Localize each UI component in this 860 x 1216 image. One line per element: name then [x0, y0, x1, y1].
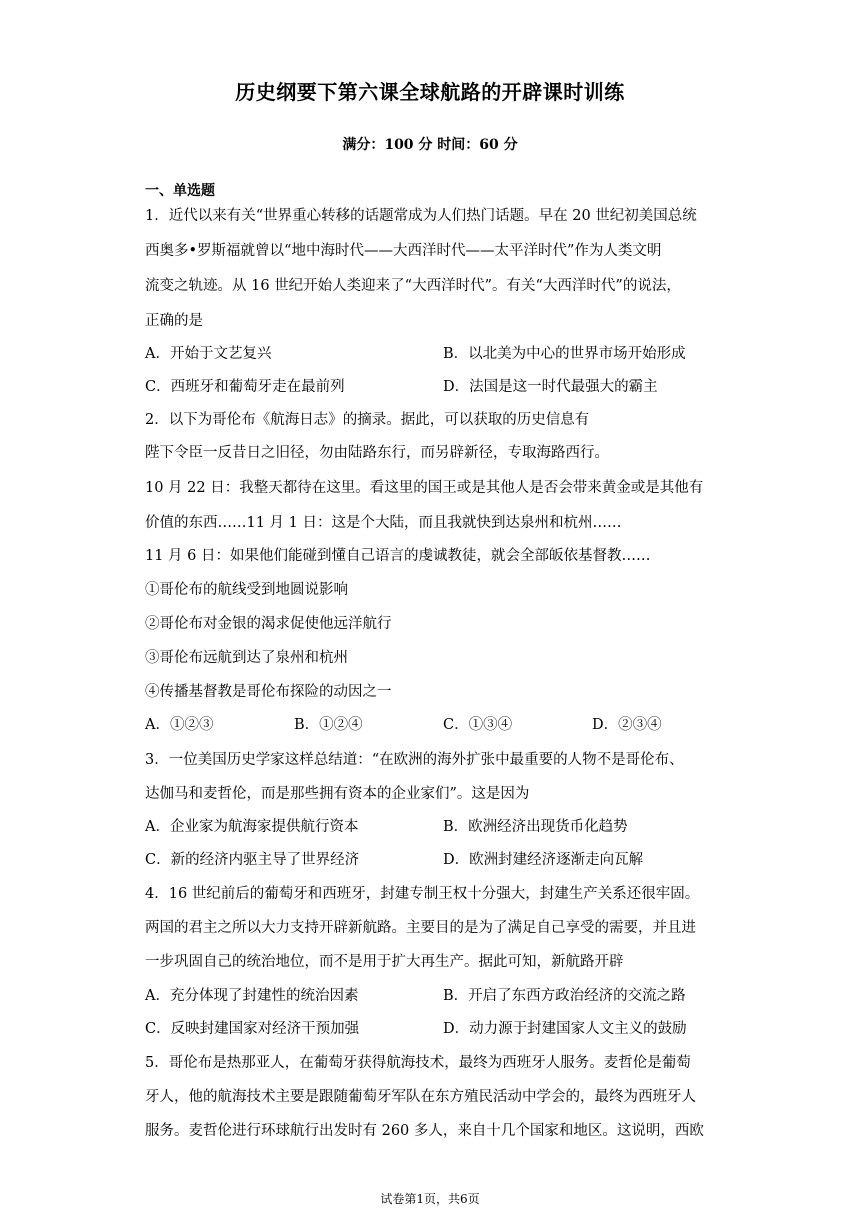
question-1-option-b: B．以北美为中心的世界市场开始形成 [443, 346, 686, 362]
section-heading: 一、单选题 [145, 183, 215, 199]
question-4-option-a: A．充分体现了封建性的统治因素 [145, 988, 359, 1004]
question-1-line: 西奥多•罗斯福就曾以“地中海时代——大西洋时代——太平洋时代”作为人类文明 [145, 243, 662, 259]
question-4-option-b: B．开启了东西方政治经济的交流之路 [443, 988, 686, 1004]
question-2-line: 10 月 22 日：我整天都待在这里。看这里的国王或是其他人是否会带来黄金或是其他有 [145, 480, 704, 496]
question-2-option-a: A．①②③ [145, 717, 214, 733]
question-3-option-d: D．欧洲封建经济逐渐走向瓦解 [443, 852, 644, 868]
question-4-line: 一步巩固自己的统治地位，而不是用于扩大再生产。据此可知，新航路开辟 [145, 954, 624, 970]
question-2-statement: ①哥伦布的航线受到地圆说影响 [145, 582, 348, 598]
question-2-line: 陛下令臣一反昔日之旧径，勿由陆路东行，而另辟新径，专取海路西行。 [145, 445, 609, 461]
page-title: 历史纲要下第六课全球航路的开辟课时训练 [235, 80, 625, 104]
question-3-line: 3．一位美国历史学家这样总结道：“在欧洲的海外扩张中最重要的人物不是哥伦布、 [145, 752, 684, 768]
question-5-line: 5．哥伦布是热那亚人，在葡萄牙获得航海技术，最终为西班牙人服务。麦哲伦是葡萄 [145, 1055, 691, 1071]
question-4-line: 两国的君主之所以大力支持开辟新航路。主要目的是为了满足自己享受的需要，并且进 [145, 920, 696, 936]
question-1-line: 1．近代以来有关“世界重心转移的话题常成为人们热门话题。早在 20 世纪初美国总统 [145, 208, 697, 224]
question-3-option-b: B．欧洲经济出现货币化趋势 [443, 819, 628, 835]
question-2-statement: ③哥伦布远航到达了泉州和杭州 [145, 650, 348, 666]
question-4-option-c: C．反映封建国家对经济干预加强 [145, 1021, 360, 1037]
question-2-statement: ②哥伦布对金银的渴求促使他远洋航行 [145, 616, 392, 632]
question-1-option-c: C．西班牙和葡萄牙走在最前列 [145, 379, 345, 395]
question-5-line: 牙人，他的航海技术主要是跟随葡萄牙军队在东方殖民活动中学会的，最终为西班牙人 [145, 1089, 696, 1105]
question-1-line: 流变之轨迹。从 16 世纪开始人类迎来了“大西洋时代”。有关“大西洋时代”的说法， [145, 278, 681, 294]
score-time-info: 满分：100 分 时间：60 分 [342, 137, 518, 153]
question-2-line: 价值的东西……11 月 1 日：这是个大陆，而且我就快到达泉州和杭州…… [145, 515, 622, 531]
question-2-line: 2．以下为哥伦布《航海日志》的摘录。据此，可以获取的历史信息有 [145, 412, 590, 428]
question-3-option-c: C．新的经济内驱主导了世界经济 [145, 852, 360, 868]
question-4-option-d: D．动力源于封建国家人文主义的鼓励 [443, 1021, 687, 1037]
question-1-option-d: D．法国是这一时代最强大的霸主 [443, 379, 658, 395]
question-2-statement: ④传播基督教是哥伦布探险的动因之一 [145, 684, 392, 700]
question-3-line: 达伽马和麦哲伦，而是那些拥有资本的企业家们”。这是因为 [145, 786, 530, 802]
question-2-option-b: B．①②④ [294, 717, 363, 733]
question-2-option-d: D．②③④ [592, 717, 662, 733]
question-1-line: 正确的是 [145, 313, 203, 329]
question-5-line: 服务。麦哲伦进行环球航行出发时有 260 多人，来自十几个国家和地区。这说明，西欧 [145, 1123, 704, 1139]
question-2-line: 11 月 6 日：如果他们能碰到懂自己语言的虔诚教徒，就会全部皈依基督教…… [145, 548, 651, 564]
question-4-line: 4．16 世纪前后的葡萄牙和西班牙，封建专制王权十分强大，封建生产关系还很牢固。 [145, 886, 700, 902]
page-footer: 试卷第1页，共6页 [380, 1192, 480, 1206]
question-1-option-a: A．开始于文艺复兴 [145, 346, 272, 362]
question-3-option-a: A．企业家为航海家提供航行资本 [145, 819, 359, 835]
question-2-option-c: C．①③④ [443, 717, 513, 733]
